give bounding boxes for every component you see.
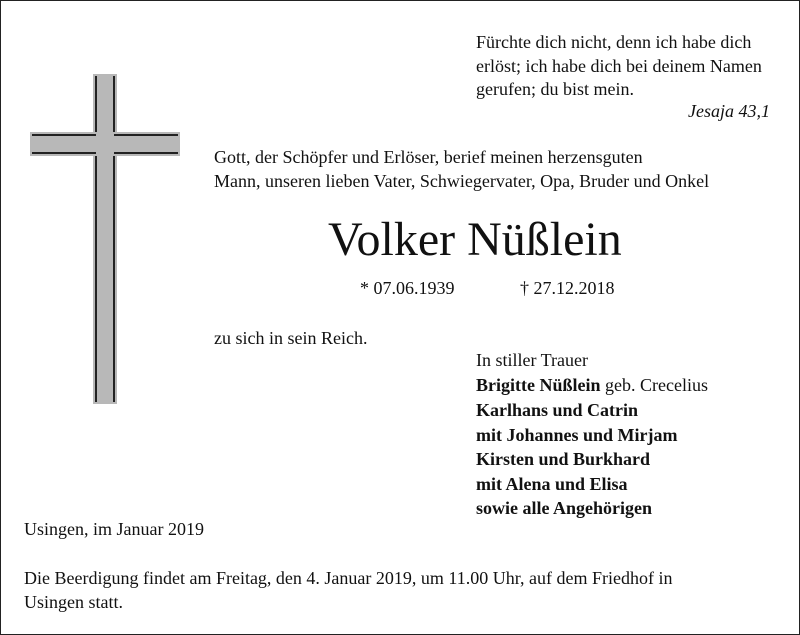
mourner-name-bold: Brigitte Nüßlein [476,375,601,395]
closing-line: zu sich in sein Reich. [214,328,368,348]
mourner-line: sowie alle Angehörigen [476,498,652,518]
mourners-heading: In stiller Trauer [476,350,588,370]
verse-line: erlöst; ich habe dich bei deinem Namen [476,56,762,76]
verse-line: Fürchte dich nicht, denn ich habe dich [476,32,752,52]
funeral-line: Usingen statt. [24,592,123,612]
place-date: Usingen, im Januar 2019 [24,519,204,539]
intro-line: Gott, der Schöpfer und Erlöser, berief meinen herzensguten [214,147,643,167]
mourner-line [476,373,708,397]
funeral-line: Die Beerdigung findet am Freitag, den 4. Januar 2019, um 11.00 Uhr, auf dem Friedhof in [24,568,673,588]
mourner-line: Karlhans und Catrin [476,400,639,420]
verse-reference: Jesaja 43,1 [688,101,770,121]
deceased-name: Volker Nüßlein [328,213,622,266]
intro-line: Mann, unseren lieben Vater, Schwiegervater, Opa, Bruder und Onkel [214,171,710,191]
mourner-line: mit Johannes und Mirjam [476,425,678,445]
death-date: † 27.12.2018 [520,278,615,298]
birth-date: * 07.06.1939 [360,278,455,298]
mourner-line: mit Alena und Elisa [476,474,628,494]
cross-icon [30,74,180,404]
mourner-line: Kirsten und Burkhard [476,449,651,469]
mourner-name-rest: geb. Crecelius [600,375,708,395]
verse-line: gerufen; du bist mein. [476,79,634,99]
